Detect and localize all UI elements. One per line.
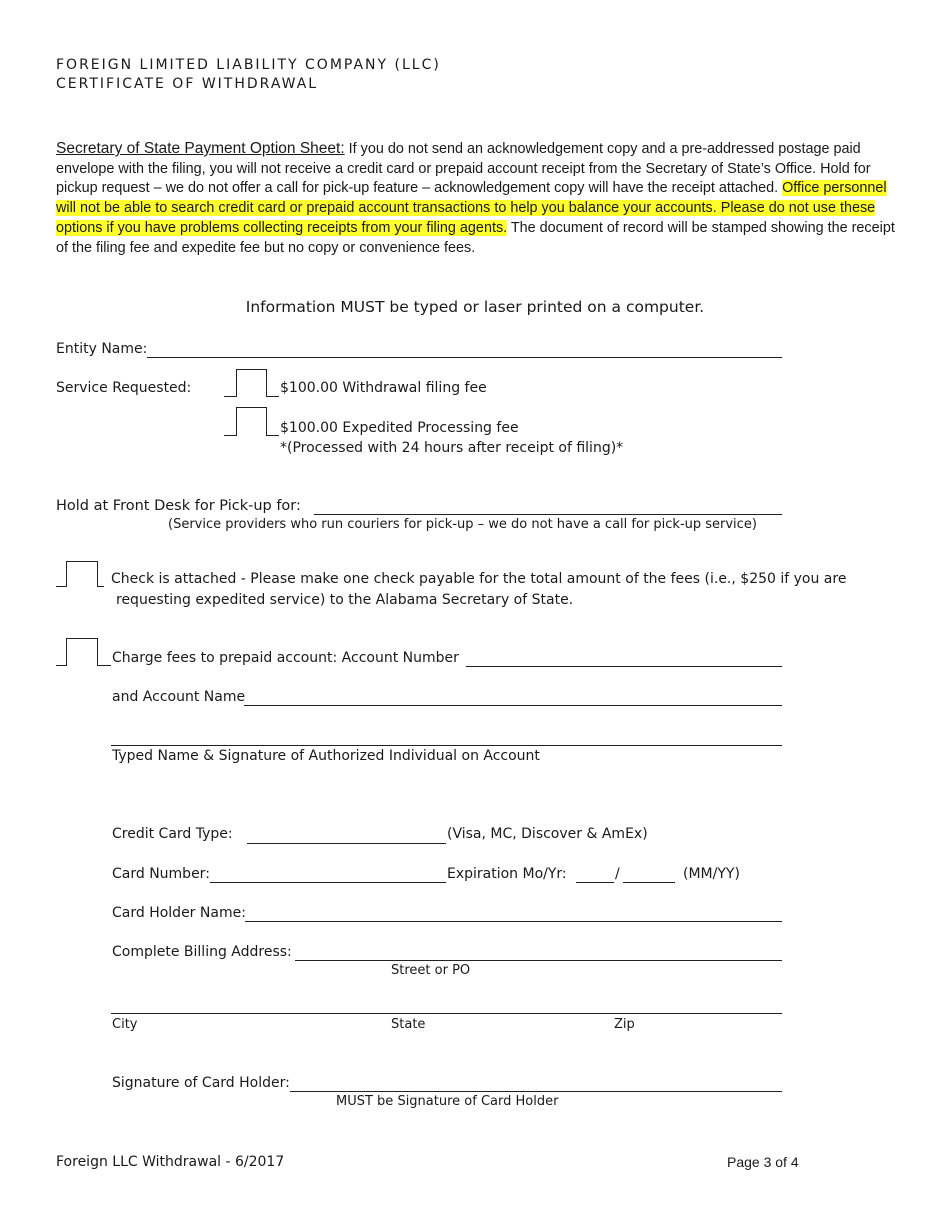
hold-pickup-label: Hold at Front Desk for Pick-up for: (56, 498, 301, 514)
page-number: Page 3 of 4 (727, 1154, 799, 1170)
hold-pickup-note: (Service providers who run couriers for pick-up – we do not have a call for pick-up service) (168, 517, 757, 532)
prepaid-account-checkbox[interactable] (66, 638, 98, 666)
account-name-field[interactable] (244, 705, 782, 706)
typed-instruction: Information MUST be typed or laser printed on a computer. (245, 298, 705, 316)
account-name-label: and Account Name (112, 689, 246, 705)
card-type-field[interactable] (247, 843, 446, 844)
check-attached-checkbox[interactable] (66, 561, 98, 587)
billing-street-field[interactable] (295, 960, 782, 961)
card-holder-label: Card Holder Name: (112, 905, 246, 921)
entity-name-field[interactable] (147, 357, 782, 358)
highlighted-warning: Office personnel will not be able to search credit card or prepaid account transactions to help you balance your accounts. Please do not use these options if you have problems collecting receipts from your filing agents. (56, 180, 887, 236)
card-number-field[interactable] (210, 882, 446, 883)
authorized-signature-label: Typed Name & Signature of Authorized Individual on Account (112, 748, 540, 764)
card-holder-signature-field[interactable] (290, 1091, 782, 1092)
withdrawal-fee-label: $100.00 Withdrawal filing fee (280, 380, 487, 396)
service-requested-label: Service Requested: (56, 380, 192, 396)
hold-pickup-field[interactable] (314, 514, 782, 515)
expedited-fee-label: $100.00 Expedited Processing fee (280, 420, 519, 436)
zip-label: Zip (614, 1017, 635, 1032)
check-attached-line2: requesting expedited service) to the Alabama Secretary of State. (116, 592, 574, 608)
intro-text-1: If you do not send an acknowledgement copy and a pre-addressed postage paid envelope with the filing, you will not receive a credit card or prepaid account receipt from the Secretary of State’s Office. Hold for pickup request – we do not offer a call for pick-up feature – acknowledgement copy will have the receipt attached. (56, 141, 871, 197)
withdrawal-fee-checkbox[interactable] (236, 369, 267, 397)
footer-form-id: Foreign LLC Withdrawal - 6/2017 (56, 1154, 285, 1170)
account-number-field[interactable] (466, 666, 782, 667)
expiration-label: Expiration Mo/Yr: (447, 866, 567, 882)
city-label: City (112, 1017, 138, 1032)
billing-address-label: Complete Billing Address: (112, 944, 292, 960)
authorized-signature-field[interactable] (111, 745, 782, 746)
intro-text-2: The document of record will be stamped showing the receipt of the filing fee and expedite fee but no copy or convenience fees. (56, 219, 895, 256)
payment-option-paragraph (56, 139, 896, 258)
card-type-note: (Visa, MC, Discover & AmEx) (447, 826, 648, 842)
form-subtitle: CERTIFICATE OF WITHDRAWAL (56, 76, 319, 92)
expiration-format: (MM/YY) (683, 866, 740, 882)
street-note: Street or PO (391, 963, 471, 978)
state-label: State (391, 1017, 426, 1032)
expiration-month-field[interactable] (576, 882, 614, 883)
prepaid-account-label: Charge fees to prepaid account: Account Number (112, 650, 459, 666)
expedited-fee-checkbox[interactable] (236, 407, 267, 436)
card-number-label: Card Number: (112, 866, 210, 882)
entity-name-label: Entity Name: (56, 341, 148, 357)
signature-note: MUST be Signature of Card Holder (336, 1094, 559, 1109)
card-holder-field[interactable] (245, 921, 782, 922)
form-title: FOREIGN LIMITED LIABILITY COMPANY (LLC) (56, 57, 441, 73)
expiration-separator: / (615, 866, 620, 882)
city-state-zip-field[interactable] (111, 1013, 782, 1014)
card-type-label: Credit Card Type: (112, 826, 233, 842)
expedited-fee-note: *(Processed with 24 hours after receipt of filing)* (280, 440, 624, 456)
payment-option-heading: Secretary of State Payment Option Sheet: (56, 140, 345, 157)
expiration-year-field[interactable] (623, 882, 675, 883)
card-holder-signature-label: Signature of Card Holder: (112, 1075, 290, 1091)
check-attached-line1: Check is attached - Please make one check payable for the total amount of the fees (i.e., $250 if you are (111, 571, 847, 587)
